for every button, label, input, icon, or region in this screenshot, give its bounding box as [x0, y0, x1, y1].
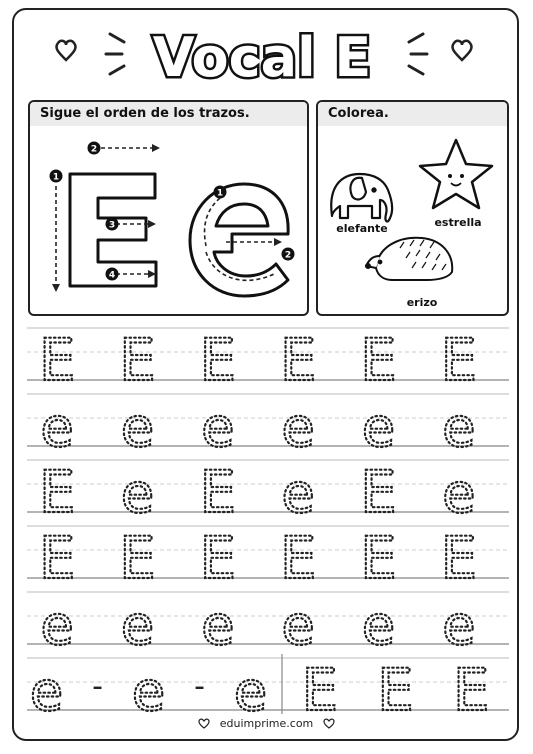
tracing-letter: e: [29, 660, 64, 722]
tracing-letter: e: [120, 594, 155, 657]
star-icon: [420, 140, 492, 208]
hedgehog-icon: [366, 238, 452, 280]
tracing-letter: E: [199, 326, 237, 394]
tracing-letter: E: [360, 326, 397, 394]
stroke-panel-heading: Sigue el orden de los trazos.: [30, 102, 307, 126]
stroke-order-panel: [28, 100, 309, 316]
coloring-label: elefante: [336, 222, 388, 235]
tracing-letter: E: [360, 524, 397, 592]
tracing-letter: E: [279, 524, 317, 592]
coloring-panel-heading: Colorea.: [318, 102, 507, 126]
tracing-letter: E: [452, 656, 490, 722]
tracing-letter: e: [131, 660, 166, 722]
heart-icon: [323, 718, 335, 729]
tracing-letter: E: [38, 524, 76, 592]
tracing-letter: E: [360, 458, 397, 526]
footer: [0, 716, 533, 730]
tracing-letter: e: [442, 462, 476, 525]
title-banner: [0, 8, 533, 88]
step-number: 3: [108, 220, 116, 231]
tracing-letter: e: [361, 396, 396, 459]
step-number: 2: [284, 250, 292, 261]
tracing-letter: E: [119, 326, 156, 394]
elephant-icon: [331, 174, 392, 221]
tracing-dash: -: [194, 669, 205, 704]
tracing-practice-area: [27, 322, 509, 722]
tracing-letter: e: [120, 462, 155, 525]
stroke-order-diagram: [30, 126, 309, 316]
coloring-pictures: [318, 126, 509, 316]
tracing-letter: E: [38, 326, 76, 394]
tracing-letter: e: [361, 594, 396, 657]
coloring-label: erizo: [406, 296, 438, 309]
tracing-letter: e: [201, 396, 235, 459]
tracing-letter: e: [281, 462, 315, 525]
tracing-letter: e: [442, 396, 476, 459]
tracing-letter: E: [119, 524, 156, 592]
tracing-letter: E: [199, 458, 237, 526]
tracing-letter: e: [442, 594, 476, 657]
tracing-letter: e: [281, 396, 315, 459]
tracing-letter: E: [440, 524, 478, 592]
tracing-letter: E: [301, 656, 339, 722]
tracing-letter: E: [377, 656, 414, 722]
tracing-letter: E: [38, 458, 76, 526]
tracing-letter: e: [201, 594, 235, 657]
step-number: 2: [90, 144, 98, 155]
coloring-label: estrella: [434, 216, 482, 229]
tracing-letter: E: [279, 326, 317, 394]
step-number: 1: [216, 188, 224, 199]
tracing-letter: e: [40, 396, 74, 459]
footer-site: eduimprime.com: [219, 716, 314, 730]
tracing-letter: e: [40, 594, 74, 657]
tracing-letter: E: [199, 524, 237, 592]
tracing-letter: e: [281, 594, 315, 657]
tracing-dash: -: [92, 669, 103, 704]
coloring-panel: [316, 100, 509, 316]
heart-icon: [56, 41, 75, 60]
tracing-letter: e: [120, 396, 155, 459]
tracing-letter: E: [440, 326, 478, 394]
step-number: 1: [52, 172, 60, 183]
heart-icon: [198, 718, 210, 729]
tracing-letter: e: [233, 660, 268, 722]
step-number: 4: [108, 270, 116, 281]
heart-icon: [452, 41, 471, 60]
page-title: Vocal E: [152, 26, 372, 88]
